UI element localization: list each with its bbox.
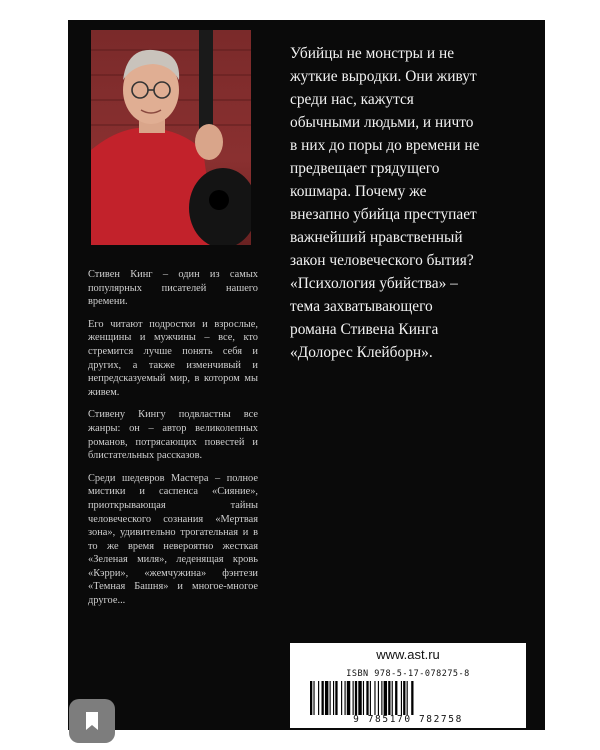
book-blurb (290, 42, 526, 364)
blurb-line-11: «Психология убийства» – (290, 275, 458, 292)
author-photo (91, 30, 251, 245)
blurb-line-9: важнейший нравственный (290, 229, 463, 246)
left-paragraph-1: Стивен Кинг – один из самых популярных писателей нашего времени. (88, 269, 258, 308)
publisher-website: www.ast.ru (376, 647, 440, 662)
blurb-line-10: закон человеческого бытия? (290, 252, 474, 269)
blurb-line-13: романа Стивена Кинга (290, 321, 439, 338)
blurb-line-7: кошмара. Почему же (290, 183, 427, 200)
blurb-line-14: «Долорес Клейборн». (290, 344, 433, 361)
author-description (88, 268, 258, 617)
blurb-line-8: внезапно убийца преступает (290, 206, 477, 223)
blurb-line-1: Убийцы не монстры и не (290, 45, 455, 62)
left-paragraph-4: Среди шедевров Мастера – полное мистики и саспенса «Сияние», приоткрывающая тайны человеческого сознания «Мертвая зона», удивительно трогательная и в то же время невероятно жесткая «Зеленая миля», леденящая кровь «Кэрри», «жемчужина» фэнтези «Темная Башня» и многое-многое другое... (88, 472, 258, 607)
blurb-line-3: среди нас, кажутся (290, 91, 414, 108)
barcode-bars (310, 681, 510, 715)
blurb-line-6: предвещает грядущего (290, 160, 440, 177)
bookmark-button[interactable] (69, 699, 115, 743)
author-photo-illustration (91, 30, 251, 245)
blurb-line-12: тема захватывающего (290, 298, 433, 315)
blurb-line-2: жуткие выродки. Они живут (290, 68, 477, 85)
isbn-text: ISBN 978-5-17-078275-8 (346, 669, 470, 679)
bookmark-icon (84, 711, 100, 731)
blurb-line-5: в них до поры до времени не (290, 137, 480, 154)
barcode-number: 9 785170 782758 (353, 714, 463, 725)
barcode-block (290, 643, 526, 728)
left-paragraph-2: Его читают подростки и взрослые, женщины и мужчины – все, кто стремится лучше понять себя и других, а также изменчивый и непредсказуемый мир, в котором мы живем. (88, 318, 258, 398)
left-paragraph-3: Стивену Кингу подвластны все жанры: он – автор великолепных романов, потрясающих повестей и блистательных рассказов. (88, 409, 258, 462)
blurb-line-4: обычными людьми, и ничто (290, 114, 474, 131)
book-back-cover (68, 20, 545, 730)
